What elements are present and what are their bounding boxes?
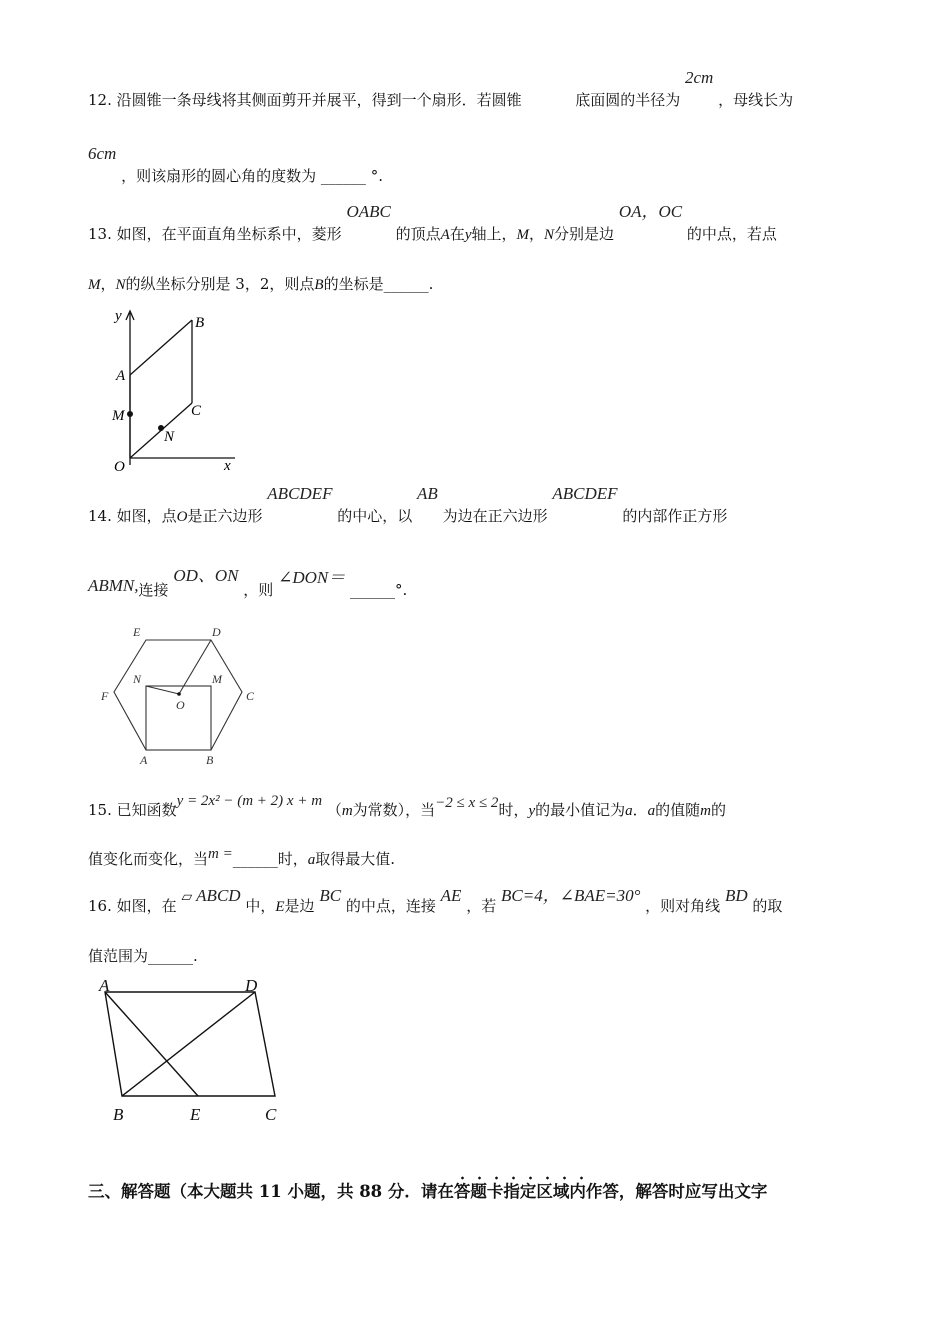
- label-D: D: [245, 976, 258, 995]
- q16-text-e: ，若: [466, 897, 497, 915]
- q13-text-a: 如图，在平面直角坐标系中，菱形: [116, 225, 342, 243]
- label-B: B: [206, 753, 214, 767]
- q13-blank: ______: [383, 275, 429, 293]
- q13-M: M: [516, 227, 529, 243]
- label-A: A: [116, 368, 126, 384]
- q16-line1: [88, 886, 783, 918]
- q16-para-name: ABCD: [196, 886, 241, 905]
- q14-text-d: 为边在正六边形: [442, 507, 548, 525]
- q13-y: y: [464, 227, 472, 243]
- q14-text-c: 的中心，以: [337, 507, 413, 525]
- q14-figure: [95, 622, 270, 772]
- q16-text-d: 的中点，连接: [345, 897, 436, 915]
- q15-text-g: 的值随: [655, 801, 701, 819]
- q16-text-b: 中，: [245, 897, 276, 915]
- label-M: M: [212, 672, 222, 686]
- q13-end: .: [428, 275, 434, 293]
- label-O: O: [114, 459, 125, 475]
- q14-square: ABMN,: [88, 576, 139, 595]
- q12-text-b: 底面圆的半径为: [575, 91, 681, 109]
- q16-number: 16.: [88, 897, 112, 915]
- q16-text-h: 值范围为: [88, 947, 149, 965]
- side-AB: [130, 320, 192, 375]
- q14-text-b: 是正六边形: [187, 507, 263, 525]
- q15-a3: a: [307, 852, 316, 868]
- q16-bd: BD: [724, 886, 748, 905]
- label-y: y: [115, 308, 122, 324]
- label-M: M: [112, 408, 125, 424]
- label-A: A: [99, 976, 110, 995]
- q13-text-d: 轴上，: [471, 225, 517, 243]
- label-x: x: [224, 458, 231, 474]
- label-A: A: [140, 753, 148, 767]
- label-O: O: [176, 698, 185, 712]
- q15-blank: ______: [232, 850, 278, 868]
- q13-comma1: ，: [529, 225, 545, 243]
- q15-m2: m: [700, 803, 712, 819]
- q12-line1: [88, 68, 794, 110]
- q12-text-c: ，母线长为: [718, 91, 794, 109]
- label-B: B: [195, 315, 205, 331]
- q13-comma2: ，: [100, 275, 116, 293]
- q14-hex: ABCDEF: [267, 484, 333, 503]
- q15-line2: [88, 846, 396, 870]
- q15-a: a: [625, 803, 633, 819]
- diagonal-BD: [122, 992, 255, 1096]
- point-O: [177, 692, 181, 696]
- q16-blank: ______: [148, 947, 194, 965]
- q15-m: m: [341, 803, 353, 819]
- q16-end: .: [193, 947, 198, 965]
- q15-text-e: 的最小值记为: [535, 801, 626, 819]
- q14-line2: [88, 566, 408, 600]
- q13-number: 13.: [88, 225, 112, 243]
- q14-number: 14.: [88, 507, 112, 525]
- q15-text-k: 取得最大值.: [315, 850, 396, 868]
- q14-angle: ∠DON＝: [278, 568, 346, 587]
- q12-text-d: ，则该扇形的圆心角的度数为: [121, 167, 317, 185]
- q13-text-c: 在: [449, 225, 465, 243]
- label-E: E: [190, 1105, 201, 1124]
- q12-text-e: °.: [370, 167, 383, 185]
- q16-cond: BC=4，∠BAE=30°: [501, 886, 641, 905]
- label-F: F: [101, 689, 109, 703]
- parallelogram: [105, 992, 275, 1096]
- q13-N: N: [544, 227, 555, 243]
- q13-line2: [88, 274, 433, 295]
- q14-line1: [88, 484, 728, 527]
- q15-text-a: 已知函数: [116, 801, 177, 819]
- q15-text-c: 为常数），当: [352, 801, 436, 819]
- q15-line1: [88, 793, 727, 821]
- point-M: [127, 411, 133, 417]
- q14-text-g: ，则: [243, 581, 274, 599]
- q16-bc: BC: [319, 886, 342, 905]
- q16-figure: [95, 972, 290, 1132]
- q15-meq: m =: [208, 846, 233, 862]
- q14-text-f: 连接: [138, 581, 169, 599]
- q15-text-f: ．: [632, 801, 648, 819]
- q15-text-d: 时，: [498, 801, 529, 819]
- q15-number: 15.: [88, 801, 112, 819]
- q14-end: °.: [395, 581, 408, 599]
- q15-text-j: 时，: [277, 850, 308, 868]
- q14-blank: ______: [350, 581, 395, 599]
- q13-text-f: 的中点，若点: [686, 225, 777, 243]
- q16-E: E: [275, 899, 285, 915]
- q12-line2: [88, 144, 383, 186]
- q12-blank: ______: [320, 167, 366, 185]
- q15-text-i: 值变化而变化，当: [88, 850, 209, 868]
- q12-radius: 2cm: [685, 68, 714, 87]
- label-C: C: [191, 403, 202, 419]
- q12-slant: 6cm: [88, 144, 117, 163]
- label-D: D: [212, 625, 221, 639]
- q13-figure: [100, 305, 250, 480]
- q16-text-a: 如图，在: [116, 897, 177, 915]
- q13-M2: M: [88, 277, 101, 293]
- q13-text-h: 的坐标是: [323, 275, 384, 293]
- label-E: E: [133, 625, 141, 639]
- q13-text-b: 的顶点: [395, 225, 441, 243]
- label-C: C: [246, 689, 255, 703]
- q16-text-f: ，则对角线: [645, 897, 721, 915]
- q13-shape: OABC: [346, 202, 391, 221]
- q14-O: O: [176, 509, 188, 525]
- q13-A: A: [440, 227, 450, 243]
- q13-sides: OA，OC: [618, 202, 683, 221]
- q16-parallelogram: [181, 886, 240, 908]
- label-N: N: [133, 672, 142, 686]
- q13-N2: N: [115, 277, 126, 293]
- section-3-text-c: 作答，解答时应写出文字: [585, 1182, 768, 1201]
- q13-text-g: 的纵坐标分别是 3，2，则点: [125, 275, 315, 293]
- q16-ae: AE: [440, 886, 462, 905]
- parallelogram-symbol: ▱: [181, 890, 193, 905]
- q14-segs: OD、ON: [173, 566, 239, 585]
- section-3-emphasis: 答题卡指定区域内: [454, 1176, 586, 1201]
- q13-line1: [88, 202, 777, 245]
- q15-func: y = 2x² − (m + 2) x + m: [176, 793, 323, 809]
- q12-number: 12.: [88, 91, 112, 109]
- q15-text-h: 的: [711, 801, 727, 819]
- label-C: C: [265, 1105, 277, 1124]
- q15-y: y: [528, 803, 536, 819]
- q16-text-g: 的取: [752, 897, 783, 915]
- q14-hex2: ABCDEF: [552, 484, 618, 503]
- q13-B: B: [314, 277, 324, 293]
- segment-ON: [146, 686, 179, 694]
- q16-line2: [88, 946, 198, 966]
- q16-text-c: 是边: [284, 897, 315, 915]
- section-3-heading: [88, 1178, 767, 1202]
- q14-ab: AB: [417, 484, 438, 503]
- q14-text-a: 如图，点: [116, 507, 177, 525]
- q14-text-e: 的内部作正方形: [622, 507, 728, 525]
- q15-a2: a: [647, 803, 656, 819]
- section-3-text-a: 三、解答题（本大题共 11 小题，共 88 分．请在: [88, 1182, 454, 1201]
- q15-text-b: （: [326, 801, 342, 819]
- q15-range: −2 ≤ x ≤ 2: [435, 795, 499, 811]
- label-N: N: [164, 429, 175, 445]
- label-B: B: [113, 1105, 124, 1124]
- q13-text-e: 分别是边: [554, 225, 615, 243]
- q12-text-a: 沿圆锥一条母线将其侧面剪开并展平，得到一个扇形．若圆锥: [116, 91, 522, 109]
